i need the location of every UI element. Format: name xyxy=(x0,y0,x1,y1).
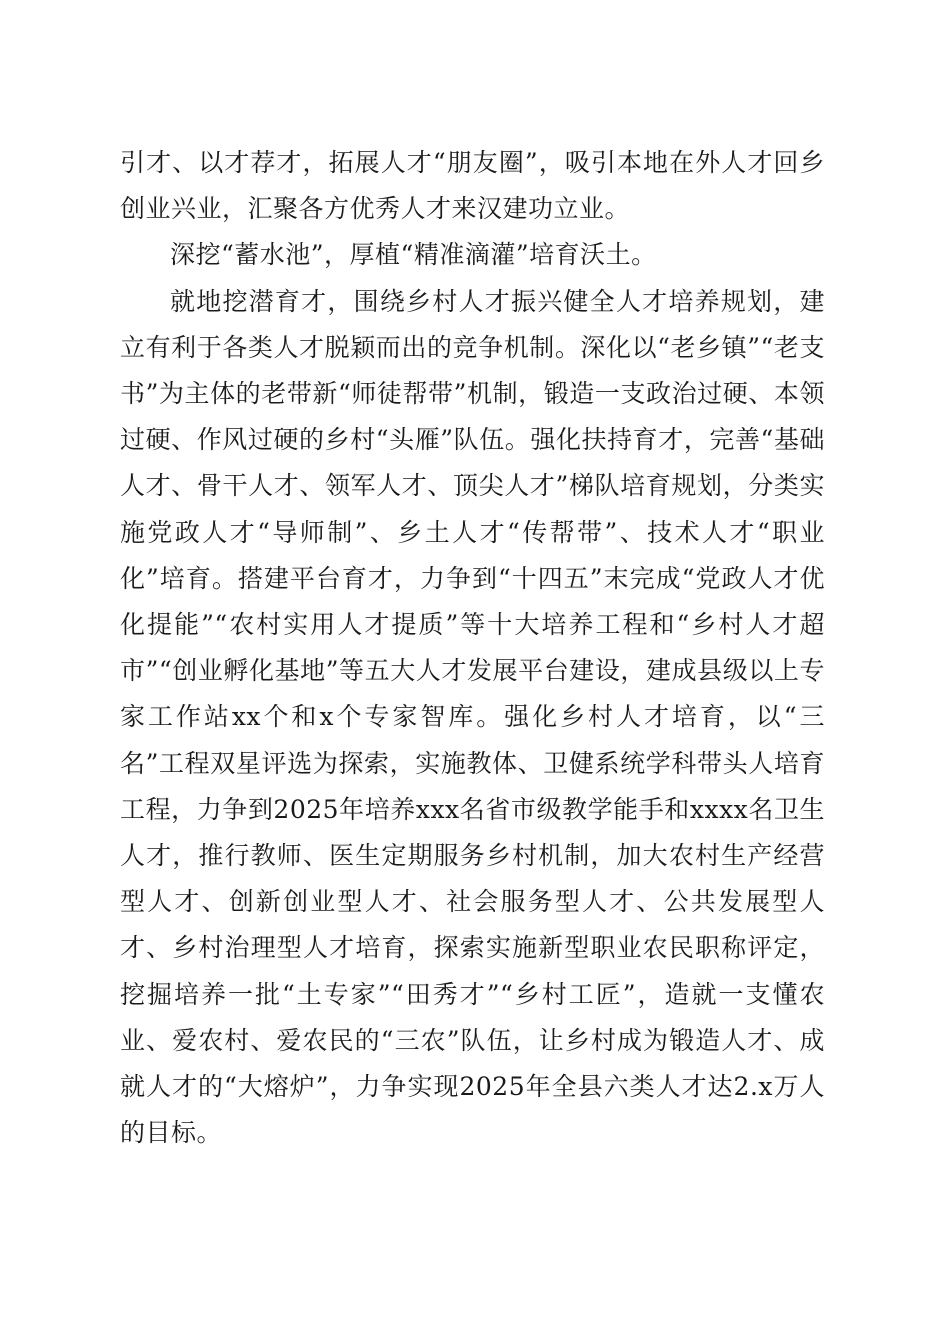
paragraph-continuation: 引才、以才荐才，拓展人才“朋友圈”，吸引本地在外人才回乡创业兴业，汇聚各方优秀人才来汉建功立业。 xyxy=(120,148,825,224)
paragraph-section-heading: 深挖“蓄水池”，厚植“精准滴灌”培育沃土。 xyxy=(170,240,657,270)
paragraph-body: 就地挖潜育才，围绕乡村人才振兴健全人才培养规划，建立有利于各类人才脱颖而出的竞争机制。深化以“老乡镇”“老支书”为主体的老带新“师徒帮带”机制，锻造一支政治过硬、本领过硬、作风过硬的乡村“头雁”队伍。强化扶持育才，完善“基础人才、骨干人才、领军人才、顶尖人才”梯队培育规划，分类实施党政人才“导师制”、乡土人才“传帮带”、技术人才“职业化”培育。搭建平台育才，力争到“十四五”末完成“党政人才优化提能”“农村实用人才提质”等十大培养工程和“乡村人才超市”“创业孵化基地”等五大人才发展平台建设，建成县级以上专家工作站xx个和x个专家智库。强化乡村人才培育，以“三名”工程双星评选为探索，实施教体、卫健系统学科带头人培育工程，力争到2025年培养xxx名省市级教学能手和xxxx名卫生人才，推行教师、医生定期服务乡村机制，加大农村生产经营型人才、创新创业型人才、社会服务型人才、公共发展型人才、乡村治理型人才培育，探索实施新型职业农民职称评定，挖掘培养一批“土专家”“田秀才”“乡村工匠”，造就一支懂农业、爱农村、爱农民的“三农”队伍，让乡村成为锻造人才、成就人才的“大熔炉”，力争实现2025年全县六类人才达2.x万人的目标。 xyxy=(120,286,825,1148)
document-page xyxy=(120,140,825,1156)
